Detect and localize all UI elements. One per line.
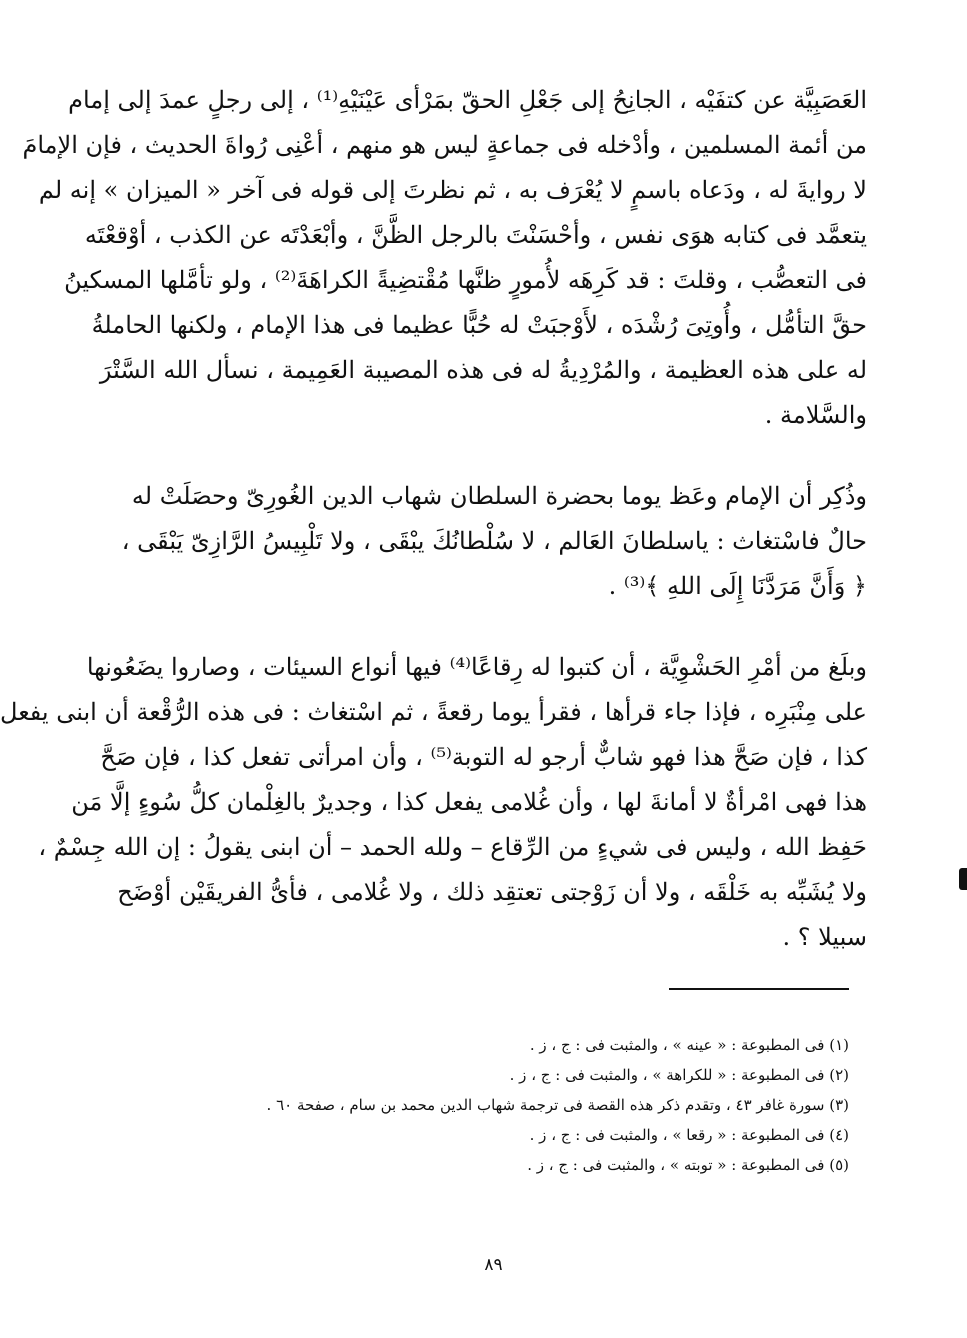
main-text [0, 78, 867, 960]
text-line: له على هذه العظيمة ، والمُرْدِيةُ له فى هذه المصيبة العَمِيمة ، نسأل الله السَّتْرَ [99, 356, 867, 384]
text-line: من أئمة المسلمين ، وأدْخله فى جماعةٍ ليس هو منهم ، أعْنِى رُواةَ الحديث ، فإن الإمامَ [22, 131, 867, 159]
scan-edge-mark [959, 868, 967, 890]
page-number: ٨٩ [484, 1255, 503, 1275]
text-line: لا روايةَ له ، ودَعاه باسمٍ لا يُعْرَف به ، ثم نظرتَ إلى قوله فى آخر « الميزان » إنه لم [38, 176, 867, 204]
text-line: يتعمَّد فى كتابه هوَى نفس ، وأحْسَنْتَ بالرجل الظَّنَّ ، وأبْعَدْتَه عن الكذب ، أوْقعْتَه [84, 221, 867, 249]
text-line: والسَّلامة . [764, 401, 867, 429]
footnote-3: (٣) سورة غافر ٤٣ ، وتقدم ذكر هذه القصة فى ترجمة شهاب الدين محمد بن سام ، صفحة ٦٠ . [266, 1096, 849, 1114]
footnotes [170, 1030, 849, 1180]
footnote-2: (٢) فى المطبوعة : « للكراهة » ، والمثبت فى : ج ، ز . [509, 1066, 849, 1084]
footnote-4: (٤) فى المطبوعة : « رقعا » ، والمثبت فى : ج ، ز . [529, 1126, 849, 1144]
paragraph-2 [121, 474, 867, 609]
text-line: حقَّ التأمُّل ، وأُوتِىَ رُشْدَه ، لأَوْجبَتْ له حُبًّا عظيما فى هذا الإمام ، ولكنها الحاملةُ [91, 311, 867, 339]
paragraph-1 [22, 78, 867, 438]
text-line: العَصَبِيَّة عن كتفَيْه ، الجانِحُ إلى جَعْلِ الحقّ بمَرْأى عَيْنَيْهِ⁽¹⁾ ، إلى رجلٍ عمدَ إلى إمام [68, 86, 867, 114]
footnote-1: (١) فى المطبوعة : « عينه » ، والمثبت فى : ج ، ز . [529, 1036, 849, 1054]
text-line: سبيلا ؟ . [782, 923, 867, 951]
text-line: حالٌ فاسْتغاث : ياسلطانَ العَالم ، لا سُلْطانُكَ يبْقَى ، ولا تَلْبِيسُ الرَّازِىّ يَبْقَى ، [121, 527, 867, 555]
text-line: على مِنْبَرِه ، فإذا جاء قرأها ، فقرأ يوما رقعةً ، ثم اسْتغاث : فى هذه الرُّقْعة أن ابنى يفعل [0, 698, 867, 726]
paragraph-3 [0, 645, 867, 960]
text-line: هذا فهى امْرأةٌ لا أمانةَ لها ، وأن غُلامى يفعل كذا ، وجديرٌ بالغِلْمان كلُّ سُوءٍ إلَّا مَن [71, 788, 867, 816]
text-line: فى التعصُّب ، وقلتَ : قد كَرِهَه لأُمورٍ ظنَّها مُقْتضِيةً الكراهَةَ⁽²⁾ ، ولو تأمَّلها المسكينُ [64, 266, 867, 294]
text-line: ولا يُشَبِّه به خَلْقَه ، ولا أن زَوْجتى تعتقِد ذلك ، ولا غُلامى ، فأىُّ الفريقَيْن أوْضَح [117, 878, 867, 906]
text-line: حَفِظ الله ، وليس فى شيءٍ من الرِّقاع – ولله الحمد – أن ابنى يقولُ : إن الله جِسْمٌ ، [38, 833, 867, 861]
footnote-5: (٥) فى المطبوعة : « توبته » ، والمثبت فى : ج ، ز . [527, 1156, 849, 1174]
text-line: وبلَغ من أمْرِ الحَشْوِيَّة ، أن كتبوا له رِقاعًا⁽⁴⁾ فيها أنواع السيئات ، وصاروا يضَعُونها [86, 653, 867, 681]
text-line: وذُكِر أن الإمام وعَظ يوما بحضرة السلطان شهاب الدين الغُورِىّ وحصَلَتْ له [131, 482, 867, 510]
text-line: ﴿ وَأَنَّ مَرَدَّنَا إِلَى اللهِ ﴾⁽³⁾ . [608, 572, 867, 600]
text-line: كذا ، فإن صَحَّ هذا فهو شابٌّ أرجو له التوبة⁽⁵⁾ ، وأن امرأتى تفعل كذا ، فإن صَحَّ [100, 743, 867, 771]
footnote-separator [669, 988, 849, 990]
